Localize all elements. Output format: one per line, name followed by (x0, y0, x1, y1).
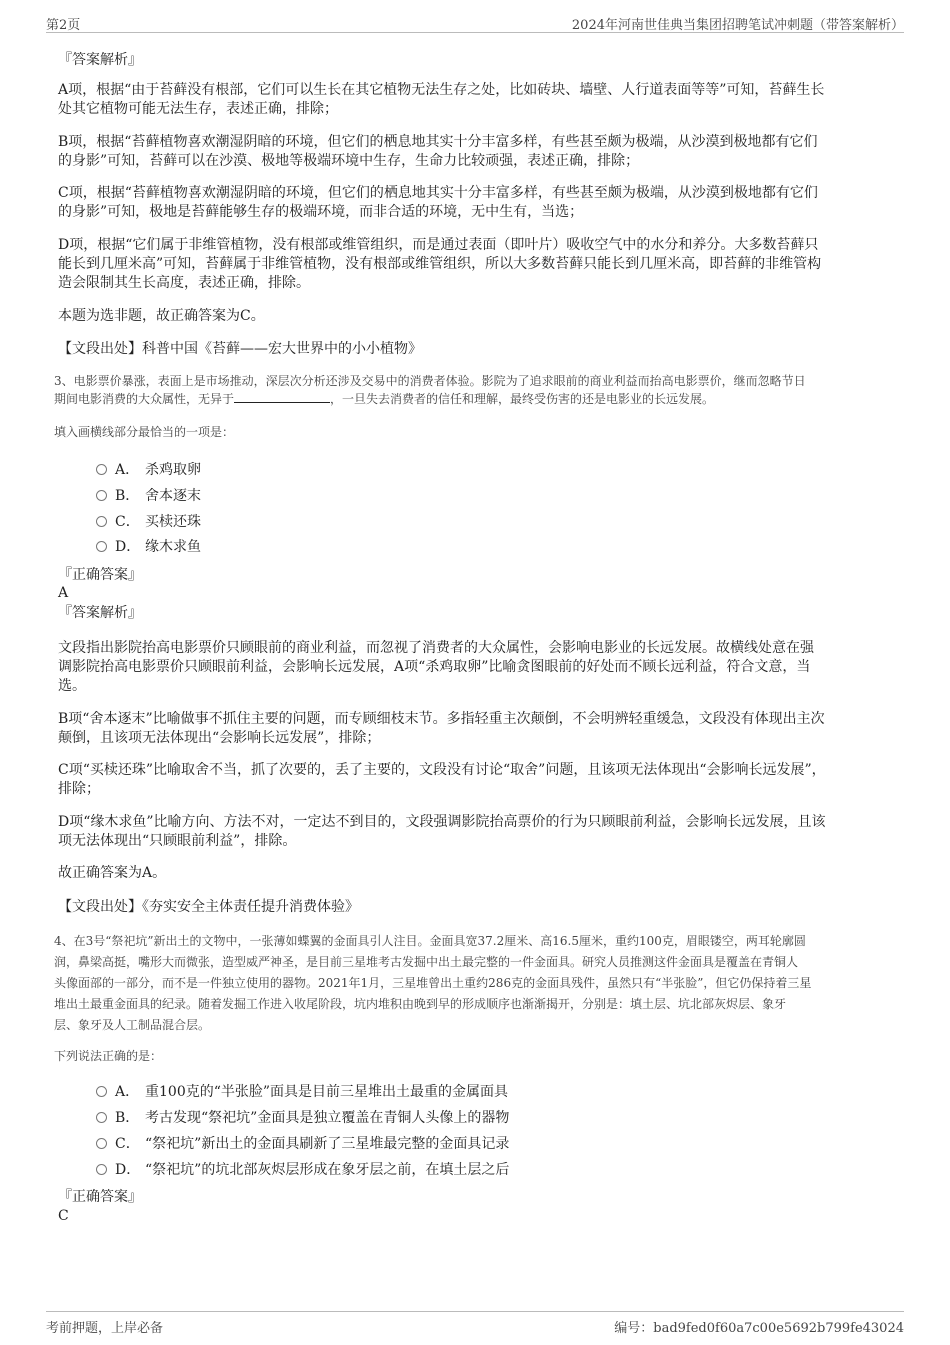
q4-answer: C (58, 1208, 69, 1224)
q2-analysis-a-line1: A项，根据“由于苔藓没有根部，它们可以生长在其它植物无法生存之处，比如砖块、墙壁、人行道表面等等”可知，苔藓生长 (58, 82, 825, 98)
footer-slogan: 考前押题，上岸必备 (46, 1321, 164, 1336)
q3-analysis-p4-line2: 项无法体现出“只顾眼前利益”，排除。 (58, 833, 297, 849)
q3-stem-line2: 期间电影消费的大众属性，无异于 ，一旦失去消费者的信任和理解，最终受伤害的还是电影业的长远发展。 (54, 392, 715, 406)
q3-analysis-p1-line2: 调影院抬高电影票价只顾眼前利益，会影响长远发展，A项“杀鸡取卵”比喻贪图眼前的好处而不顾长远利益，符合文意，当 (58, 659, 811, 675)
q2-analysis-b-line1: B项，根据“苔藓植物喜欢潮湿阴暗的环境，但它们的栖息地其实十分丰富多样，有些甚至颇为极端，从沙漠到极地都有它们 (58, 134, 818, 150)
q2-analysis-c-line2: 的身影”可知，极地是苔藓能够生存的极端环境，而非合适的环境，无中生有，当选； (58, 204, 584, 220)
radio-icon[interactable] (96, 541, 107, 552)
fill-in-blank (234, 390, 330, 403)
q2-analysis-d-line3: 造会限制其生长高度，表述正确，排除。 (58, 275, 310, 291)
q3-option-d[interactable]: D． 缘木求鱼 (96, 538, 201, 556)
q4-stem-line4: 堆出土最重金面具的纪录。随着发掘工作进入收尾阶段，坑内堆积由晚到早的形成顺序也渐渐揭开，分别是：填土层、坑北部灰烬层、象牙 (54, 997, 787, 1011)
q2-analysis-d-line2: 能长到几厘米高”可知，苔藓属于非维管植物，没有根部或维管组织，所以大多数苔藓只能长到几厘米高，即苔藓的非维管构 (58, 256, 822, 272)
q2-source: 【文段出处】科普中国《苔藓——宏大世界中的小小植物》 (58, 341, 422, 357)
q3-answer: A (58, 585, 69, 601)
q3-prompt: 填入画横线部分最恰当的一项是： (54, 425, 235, 439)
q4-option-b[interactable]: B． 考古发现“祭祀坑”金面具是独立覆盖在青铜人头像上的器物 (96, 1109, 509, 1127)
q3-option-c[interactable]: C． 买椟还珠 (96, 513, 201, 531)
q2-analysis-b-line2: 的身影”可知，苔藓可以在沙漠、极地等极端环境中生存，生命力比较顽强，表述正确，排除； (58, 153, 640, 169)
q3-analysis-p1-line3: 选。 (58, 678, 86, 694)
q3-analysis-p1-line1: 文段指出影院抬高电影票价只顾眼前的商业利益，而忽视了消费者的大众属性，会影响电影业的长远发展。故横线处意在强 (58, 640, 814, 656)
radio-icon[interactable] (96, 1138, 107, 1149)
q2-analysis-c-line1: C项，根据“苔藓植物喜欢潮湿阴暗的环境，但它们的栖息地其实十分丰富多样，有些甚至颇为极端，从沙漠到极地都有它们 (58, 185, 818, 201)
page-header (46, 10, 904, 33)
q4-option-a[interactable]: A． 重100克的“半张脸”面具是目前三星堆出土最重的金属面具 (96, 1083, 508, 1101)
q3-conclusion: 故正确答案为A。 (58, 865, 167, 881)
q2-analysis-d-line1: D项，根据“它们属于非维管植物，没有根部或维管组织，而是通过表面（即叶片）吸收空气中的水分和养分。大多数苔藓只 (58, 237, 819, 253)
q4-stem-line5: 层、象牙及人工制品混合层。 (54, 1018, 211, 1032)
q3-analysis-p2-line1: B项“舍本逐末”比喻做事不抓住主要的问题，而专顾细枝末节。多指轻重主次颠倒，不会明辨轻重缓急，文段没有体现出主次 (58, 711, 825, 727)
q3-answer-label: 『正确答案』 (58, 567, 142, 583)
radio-icon[interactable] (96, 464, 107, 475)
q4-stem-line2: 润，鼻梁高挺，嘴形大而微张，造型威严神圣，是目前三星堆考古发掘中出土最完整的一件金面具。研究人员推测这件金面具是覆盖在青铜人 (54, 955, 799, 969)
q3-source: 【文段出处】《夯实安全主体责任提升消费体验》 (58, 899, 359, 915)
q4-option-d[interactable]: D． “祭祀坑”的坑北部灰烬层形成在象牙层之前，在填土层之后 (96, 1161, 509, 1179)
radio-icon[interactable] (96, 1112, 107, 1123)
q4-answer-label: 『正确答案』 (58, 1189, 142, 1205)
q3-analysis-p3-line2: 排除； (58, 781, 100, 797)
q3-analysis-p2-line2: 颠倒，且该项无法体现出“会影响长远发展”，排除； (58, 730, 381, 746)
q4-stem-line3: 头像面部的一部分，而不是一件独立使用的器物。2021年1月，三星堆曾出土重约286克的金面具残件，虽然只有“半张脸”，但它仍保持着三星 (54, 976, 812, 990)
page-number: 第2页 (46, 18, 81, 33)
page-footer (46, 1311, 904, 1338)
radio-icon[interactable] (96, 490, 107, 501)
document-id: 编号：bad9fed0f60a7c00e5692b799fe43024 (614, 1321, 904, 1336)
q3-stem-line1: 3、电影票价暴涨，表面上是市场推动，深层次分析还涉及交易中的消费者体验。影院为了追求眼前的商业利益而抬高电影票价，继而忽略节日 (54, 374, 806, 388)
q2-conclusion: 本题为选非题，故正确答案为C。 (58, 308, 265, 324)
radio-icon[interactable] (96, 516, 107, 527)
q2-analysis-label: 『答案解析』 (58, 52, 142, 68)
q4-prompt: 下列说法正确的是： (54, 1049, 163, 1063)
q3-option-a[interactable]: A． 杀鸡取卵 (96, 461, 201, 479)
q4-stem-line1: 4、在3号“祭祀坑”新出土的文物中，一张薄如蝶翼的金面具引人注目。金面具宽37.2厘米、高16.5厘米，重约100克，眉眼镂空，两耳轮廓圆 (54, 934, 806, 948)
q3-analysis-label: 『答案解析』 (58, 605, 142, 621)
q2-analysis-a-line2: 处其它植物可能无法生存，表述正确，排除； (58, 101, 338, 117)
q3-analysis-p4-line1: D项“缘木求鱼”比喻方向、方法不对，一定达不到目的，文段强调影院抬高票价的行为只顾眼前利益，会影响长远发展，且该 (58, 814, 826, 830)
radio-icon[interactable] (96, 1164, 107, 1175)
document-title: 2024年河南世佳典当集团招聘笔试冲刺题（带答案解析） (571, 18, 904, 33)
q3-option-b[interactable]: B． 舍本逐末 (96, 487, 201, 505)
q3-analysis-p3-line1: C项“买椟还珠”比喻取舍不当，抓了次要的，丢了主要的，文段没有讨论“取舍”问题，且该项无法体现出“会影响长远发展”， (58, 762, 826, 778)
radio-icon[interactable] (96, 1086, 107, 1097)
q4-option-c[interactable]: C． “祭祀坑”新出土的金面具刷新了三星堆最完整的金面具记录 (96, 1135, 509, 1153)
